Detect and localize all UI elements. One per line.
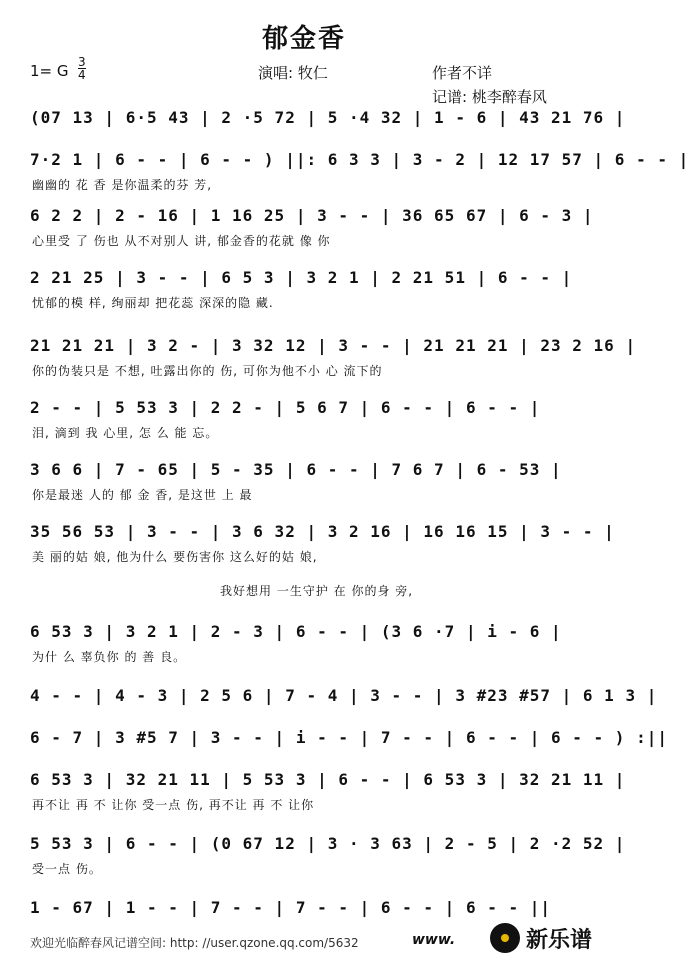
notation-row: 5 53 3 | 6 - - | (0 67 12 | 3 · 3 63 | 2 - 5 | 2 ·2 52 | xyxy=(30,834,626,853)
score-line xyxy=(0,460,608,518)
notation-row: 6 2 2 | 2 - 16 | 1 16 25 | 3 - - | 36 65 67 | 6 - 3 | xyxy=(30,206,594,225)
lyrics-row: 再不让 再 不 让你 受一点 伤, 再不让 再 不 让你 xyxy=(32,798,315,812)
disc-icon xyxy=(490,923,520,953)
time-sig-top: 3 xyxy=(78,55,86,69)
logo-text: 新乐谱 xyxy=(526,927,593,953)
lyrics-row: 你的伪装只是 不想, 吐露出你的 伤, 可你为他不小 心 流下的 xyxy=(32,364,383,378)
notation-row: 7·2 1 | 6 - - | 6 - - ) ||: 6 3 3 | 3 - 2 | 12 17 57 | 6 - - | xyxy=(30,150,689,169)
lyrics-row: 心里受 了 伤也 从不对别人 讲, 郁金香的花就 像 你 xyxy=(32,234,331,248)
notation-row: 2 - - | 5 53 3 | 2 2 - | 5 6 7 | 6 - - | 6 - - | xyxy=(30,398,541,417)
score-line xyxy=(0,336,637,394)
notation-row: 6 53 3 | 3 2 1 | 2 - 3 | 6 - - | (3 6 ·7 | i - 6 | xyxy=(30,622,562,641)
notation-row: 2 21 25 | 3 - - | 6 5 3 | 3 2 1 | 2 21 51 | 6 - - | xyxy=(30,268,573,287)
lyrics-row: 泪, 滴到 我 心里, 怎 么 能 忘。 xyxy=(32,426,219,440)
footer-www: www. xyxy=(412,932,456,948)
notation-row: 6 53 3 | 32 21 11 | 5 53 3 | 6 - - | 6 53 3 | 32 21 11 | xyxy=(30,770,626,789)
score-line xyxy=(0,622,608,680)
lyrics-row: 为什 么 辜负你 的 善 良。 xyxy=(32,650,187,664)
author-credit: 作者不详 xyxy=(432,64,493,82)
lyrics-row: 受一点 伤。 xyxy=(32,862,102,876)
lyrics-row: 我好想用 一生守护 在 你的身 旁, xyxy=(220,584,414,598)
time-sig-bottom: 4 xyxy=(78,68,86,82)
lyrics-row: 忧郁的模 样, 绚丽却 把花蕊 深深的隐 藏. xyxy=(32,296,274,310)
notation-row: 3 6 6 | 7 - 65 | 5 - 35 | 6 - - | 7 6 7 | 6 - 53 | xyxy=(30,460,562,479)
score-line xyxy=(0,522,615,580)
key-signature: 1= G xyxy=(30,62,69,80)
score-line xyxy=(0,770,626,828)
footer-text: 欢迎光临醉春风记谱空间: http: //user.qzone.qq.com/5632 xyxy=(30,936,359,950)
notation-row: 1 - 67 | 1 - - | 7 - - | 7 - - | 6 - - | 6 - - || xyxy=(30,898,552,917)
notation-row: 4 - - | 4 - 3 | 2 5 6 | 7 - 4 | 3 - - | 3 #23 #57 | 6 1 3 | xyxy=(30,686,658,705)
notation-row: (07 13 | 6·5 43 | 2 ·5 72 | 5 ·4 32 | 1 - 6 | 43 21 76 | xyxy=(30,108,626,127)
score-line xyxy=(0,834,626,892)
transcriber-credit: 记谱: 桃李醉春风 xyxy=(432,88,547,106)
lyrics-row: 幽幽的 花 香 是你温柔的芬 芳, xyxy=(32,178,213,192)
lyrics-row: 你是最迷 人的 郁 金 香, 是这世 上 最 xyxy=(32,488,253,502)
lyrics-row: 美 丽的姑 娘, 他为什么 要伤害你 这么好的姑 娘, xyxy=(32,550,318,564)
notation-row: 21 21 21 | 3 2 - | 3 32 12 | 3 - - | 21 21 21 | 23 2 16 | xyxy=(30,336,637,355)
score-line xyxy=(0,150,689,208)
song-title: 郁金香 xyxy=(261,24,346,54)
notation-row: 35 56 53 | 3 - - | 3 6 32 | 3 2 16 | 16 16 15 | 3 - - | xyxy=(30,522,615,541)
site-logo xyxy=(490,918,602,958)
score-line xyxy=(0,398,608,456)
time-signature xyxy=(78,56,86,81)
score-line xyxy=(0,206,608,264)
notation-row: 6 - 7 | 3 #5 7 | 3 - - | i - - | 7 - - | 6 - - | 6 - - ) :|| xyxy=(30,728,668,747)
singer-credit: 演唱: 牧仁 xyxy=(258,64,328,82)
score-line xyxy=(0,268,608,326)
